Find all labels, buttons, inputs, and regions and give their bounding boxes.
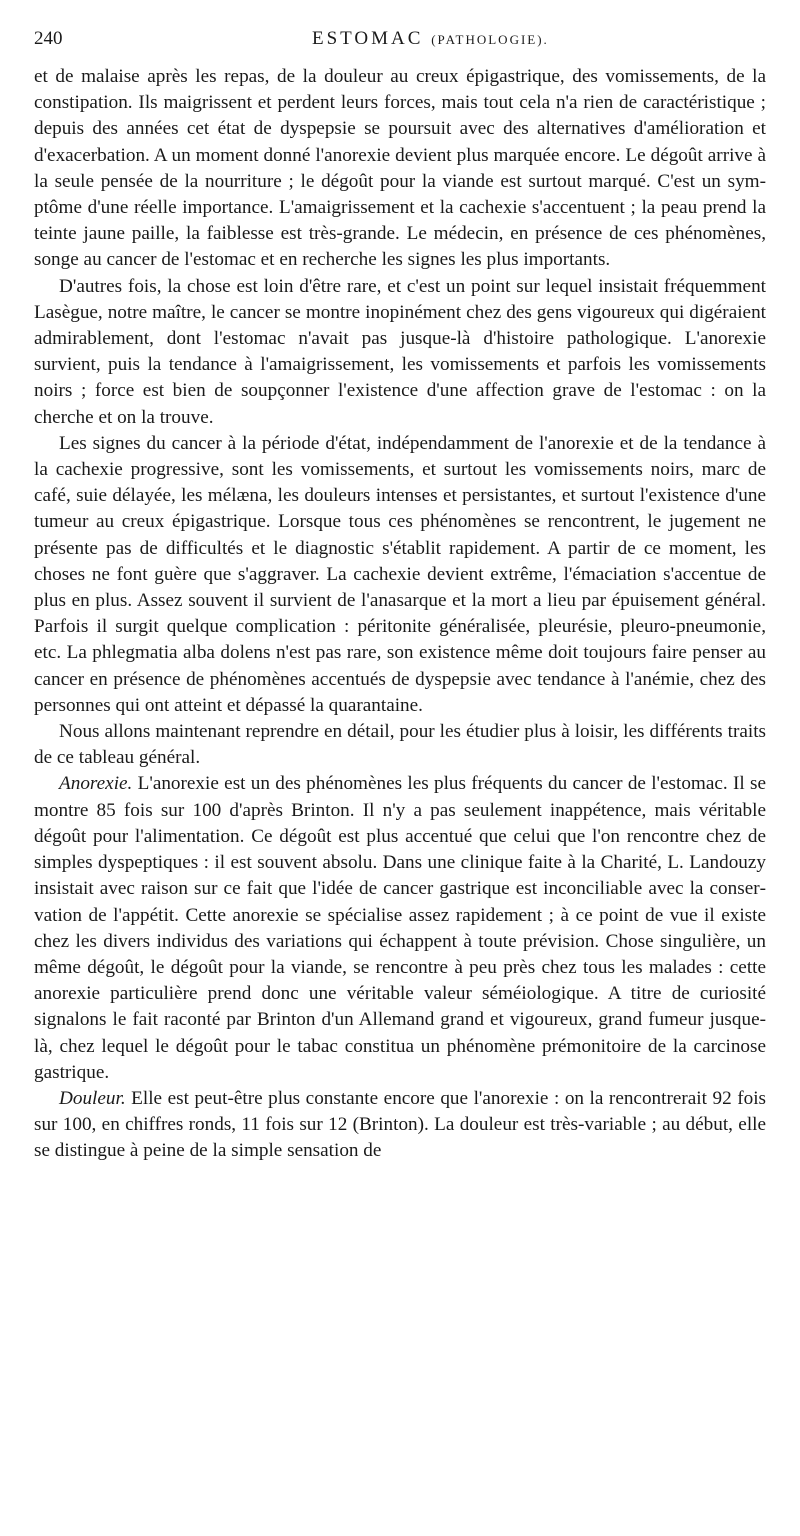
- paragraph-1: [34, 64, 766, 274]
- paragraph-2: [34, 274, 766, 431]
- paragraph-3: [34, 431, 766, 719]
- paragraph-anorexie: [34, 771, 766, 1085]
- section-heading-douleur: Douleur.: [59, 1087, 126, 1109]
- paragraph-4-text: Nous allons maintenant reprendre en détail, pour les étudier plus à loisir, les différents traits de ce tableau général.: [34, 721, 766, 769]
- running-title-sub: (PATHOLOGIE).: [431, 32, 549, 47]
- paragraph-4: [34, 719, 766, 771]
- paragraph-douleur: [34, 1086, 766, 1165]
- body-text: [34, 64, 766, 1165]
- page-header: [34, 28, 766, 62]
- running-title: [312, 28, 549, 50]
- running-title-main: ESTOMAC: [312, 28, 424, 49]
- paragraph-douleur-text: Elle est peut-être plus constante encore que l'anorexie : on la rencontrerait 92 fois sur 100, en chiffres ronds, 11 fois sur 12 (Brinton). La douleur est très-variable ; au début, elle se distingue à peine de la simple sensation de: [34, 1087, 766, 1162]
- paragraph-2-text: D'autres fois, la chose est loin d'être rare, et c'est un point sur lequel insistait fréquemment Lasègue, notre maître, le cancer se montre inopinément chez des gens vigoureux qui digéraient admirablement, dont l'estomac n'avait pas jusque-là d'histoire pathologique. L'anorexie survient, puis la tendance à l'amaigrissement, les vomissements et parfois les vomissements noirs ; force est bien de soupçonner l'existence d'une affection grave de l'estomac : on la cherche et on la trouve.: [34, 275, 766, 428]
- paragraph-3-text: Les signes du cancer à la période d'état, indépendamment de l'anorexie et de la tendance à la cachexie progressive, sont les vomissements, et surtout les vomissements noirs, marc de café, suie délayée, les mélæna, les douleurs intenses et persistantes, et surtout l'existence d'une tumeur au creux épigastrique. Lorsque tous ces phénomènes se rencontrent, le jugement ne présente pas de difficultés et le diagnostic s'établit rapidement. A partir de ce moment, les choses ne font guère que s'aggraver. La cachexie devient extrême, l'émaciation s'accentue de plus en plus. Assez souvent il survient de l'anasarque et la mort a lieu par épuisement général. Parfois il surgit quelque complication : péritonite généralisée, pleurésie, pleuro-pneumonie, etc. La phlegmatia alba dolens n'est pas rare, son existence même doit toujours faire penser au cancer en présence de phénomènes accentués de dyspepsie avec tendance à l'anémie, chez des personnes qui ont atteint et dépassé la quarantaine.: [34, 432, 766, 716]
- paragraph-anorexie-text: L'anorexie est un des phénomènes les plus fréquents du cancer de l'estomac. Il se montre 85 fois sur 100 d'après Brinton. Il n'y a pas seulement inappétence, mais véritable dégoût pour l'alimentation. Ce dégoût est plus accentué que celui que l'on rencontre chez de simples dyspeptiques : il est souvent absolu. Dans une clinique faite à la Charité, L. Landouzy insistait avec raison sur ce fait que l'idée de cancer gastrique est inconciliable avec la conservation de l'appétit. Cette anorexie se spécialise assez rapidement ; à ce point de vue il existe chez les divers individus des variations qui échappent à toute prévision. Chose singulière, un même dégoût, le dégoût pour la viande, se rencontre à peu près chez tous les malades : cette anorexie particulière prend donc une véritable valeur séméiologique. A titre de curiosité signalons le fait raconté par Brinton d'un Allemand grand et vigoureux, grand fumeur jusque-là, chez lequel le dégoût pour le tabac constitua un phénomène prémonitoire de la carcinose gastrique.: [34, 773, 766, 1083]
- paragraph-1-text: et de malaise après les repas, de la douleur au creux épigastrique, des vomissements, de la constipation. Ils maigrissent et perdent leurs forces, mais tout cela n'a rien de caractéristique ; depuis des années cet état de dyspepsie se poursuit avec des alternatives d'amélioration et d'exacerbation. A un moment donné l'anorexie devient plus marquée encore. Le dégoût arrive à la seule pensée de la nourriture ; le dégoût pour la viande est surtout marqué. C'est un symptôme d'une réelle importance. L'amaigrissement et la cachexie s'accentuent ; la peau prend la teinte jaune paille, la faiblesse est très-grande. Le médecin, en présence de ces phénomènes, songe au cancer de l'estomac et en recherche les signes les plus importants.: [34, 66, 766, 271]
- section-heading-anorexie: Anorexie.: [59, 773, 133, 795]
- page-number: 240: [34, 28, 63, 49]
